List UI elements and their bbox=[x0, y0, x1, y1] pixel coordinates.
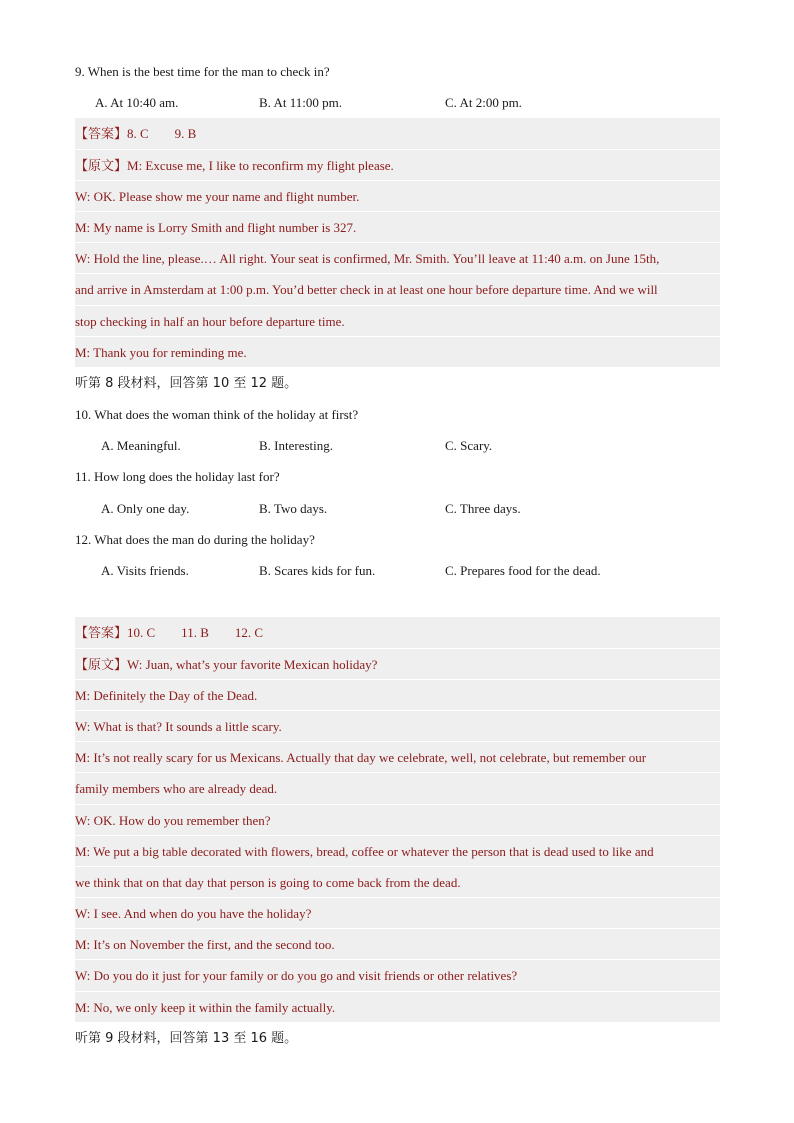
option-b: B. Two days. bbox=[259, 500, 328, 516]
option-b: B. At 11:00 pm. bbox=[259, 95, 342, 111]
dialogue-line: W: What is that? It sounds a little scary. bbox=[75, 711, 720, 742]
transcript-line bbox=[75, 649, 720, 680]
option-a: A. At 10:40 am. bbox=[95, 95, 179, 111]
question-9: 9. When is the best time for the man to check in? bbox=[75, 64, 330, 79]
dialogue-line: M: My name is Lorry Smith and flight number is 327. bbox=[75, 212, 720, 243]
answer-line bbox=[75, 617, 720, 648]
document-page bbox=[75, 56, 720, 1054]
question-9-options bbox=[75, 87, 720, 118]
option-a: A. Visits friends. bbox=[101, 563, 189, 578]
question-12-options bbox=[75, 555, 720, 586]
dialogue-line: M: It’s on November the first, and the second too. bbox=[75, 929, 720, 960]
dialogue-line: W: Do you do it just for your family or do you go and visit friends or other relatives? bbox=[75, 960, 720, 991]
question-11: 11. How long does the holiday last for? bbox=[75, 469, 280, 485]
option-a: A. Meaningful. bbox=[101, 438, 181, 454]
option-c: C. Prepares food for the dead. bbox=[445, 563, 601, 578]
question-11-options bbox=[75, 493, 720, 524]
question-10: 10. What does the woman think of the holiday at first? bbox=[75, 407, 359, 423]
answer-text: 8. C 9. B bbox=[127, 126, 197, 142]
blank-line bbox=[75, 586, 720, 617]
answer-text: 10. C 11. B 12. C bbox=[127, 625, 264, 641]
dialogue-line: M: Excuse me, I like to reconfirm my flight please. bbox=[127, 157, 394, 173]
dialogue-line: W: Juan, what’s your favorite Mexican holiday? bbox=[127, 656, 378, 672]
option-b: B. Interesting. bbox=[259, 438, 334, 454]
answer-tag: 【答案】 bbox=[75, 127, 128, 143]
answer-tag: 【答案】 bbox=[75, 626, 128, 642]
dialogue-line: W: OK. Please show me your name and flight number. bbox=[75, 181, 720, 212]
dialogue-line: and arrive in Amsterdam at 1:00 p.m. You’d better check in at least one hour before departure time. And we will bbox=[75, 274, 720, 305]
dialogue-line: W: OK. How do you remember then? bbox=[75, 805, 720, 836]
dialogue-line: family members who are already dead. bbox=[75, 773, 720, 804]
original-tag: 【原文】 bbox=[75, 158, 128, 174]
dialogue-line: M: Thank you for reminding me. bbox=[75, 337, 720, 368]
dialogue-line: stop checking in half an hour before departure time. bbox=[75, 306, 720, 337]
option-c: C. Scary. bbox=[445, 438, 493, 454]
dialogue-line: W: Hold the line, please.… All right. Your seat is confirmed, Mr. Smith. You’ll leave at 11:40 a.m. on June 15th, bbox=[75, 243, 720, 274]
question-12: 12. What does the man do during the holiday? bbox=[75, 531, 315, 547]
option-c: C. At 2:00 pm. bbox=[445, 95, 522, 111]
section-heading: 听第 8 段材料，回答第 10 至 12 题。 bbox=[75, 375, 298, 391]
dialogue-line: M: We put a big table decorated with flowers, bread, coffee or whatever the person that is dead used to like and bbox=[75, 836, 720, 867]
option-c: C. Three days. bbox=[445, 500, 521, 516]
option-a: A. Only one day. bbox=[101, 500, 190, 516]
dialogue-line: M: Definitely the Day of the Dead. bbox=[75, 680, 720, 711]
question-10-options bbox=[75, 430, 720, 461]
transcript-line bbox=[75, 150, 720, 181]
dialogue-line: M: No, we only keep it within the family actually. bbox=[75, 992, 720, 1023]
section-heading: 听第 9 段材料，回答第 13 至 16 题。 bbox=[75, 1030, 298, 1046]
dialogue-line: W: I see. And when do you have the holiday? bbox=[75, 898, 720, 929]
answer-line bbox=[75, 118, 720, 149]
original-tag: 【原文】 bbox=[75, 657, 128, 673]
option-b: B. Scares kids for fun. bbox=[259, 563, 376, 578]
dialogue-line: M: It’s not really scary for us Mexicans. Actually that day we celebrate, well, not celebrate, but remember our bbox=[75, 742, 720, 773]
dialogue-line: we think that on that day that person is going to come back from the dead. bbox=[75, 867, 720, 898]
